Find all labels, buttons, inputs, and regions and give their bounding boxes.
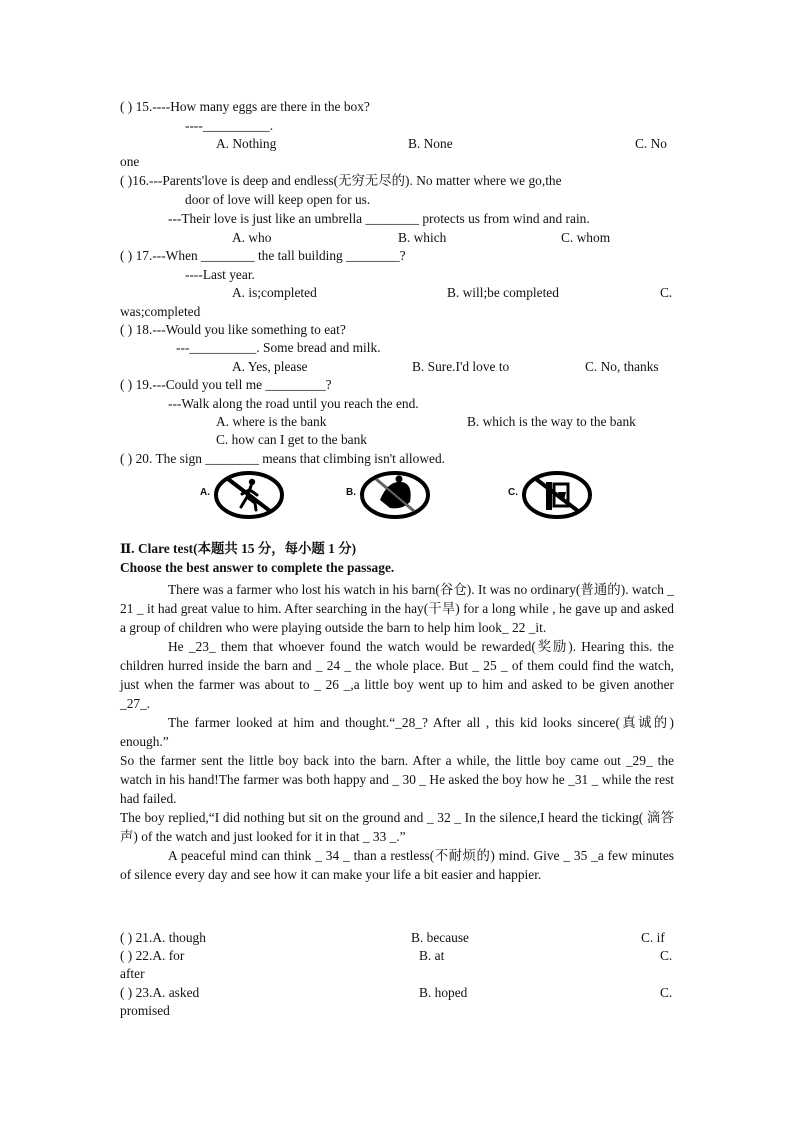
q16-stem: ( )16.---Parents'love is deep and endless(无穷无尽的). No matter where we go,the [120,173,562,188]
passage-paragraph-3: The farmer looked at him and thought.“_28_? After all , this kid looks sincere(真诚的) enough.” [120,715,674,749]
no-walking-sign-icon [212,470,286,520]
q22-option-c[interactable]: C. [660,948,673,963]
q19-reply: ---Walk along the road until you reach the end. [168,396,419,411]
q18-option-a[interactable]: A. Yes, please [232,359,308,374]
q18-option-c[interactable]: C. No, thanks [585,359,659,374]
q15-reply: ----__________. [185,118,274,133]
q20-option-b[interactable] [346,470,446,520]
passage-paragraph-1: There was a farmer who lost his watch in his barn(谷仓). It was no ordinary(普通的). watch _ 21 _ it had great value to him. After searching in the hay(干旱) for a long while , he gave up and asked a group of children who were playing outside the barn to help him look_ 22 _it. [120,582,674,635]
q17-option-c[interactable]: C. [660,285,673,300]
q18-reply: ---__________. Some bread and milk. [176,340,381,355]
q23-option-c-continued: promised [120,1003,170,1018]
q15-option-c[interactable]: C. No [635,136,667,151]
q17-reply: ----Last year. [185,267,255,282]
q16-reply: ---Their love is just like an umbrella ________ protects us from wind and rain. [168,211,590,226]
passage-paragraph-4: So the farmer sent the little boy back into the barn. After a while, the little boy came out _29_ the watch in his hand!The farmer was both happy and _ 30 _ He asked the boy how he _31 _ while the rest had failed. [120,753,674,806]
q15-option-b[interactable]: B. None [408,136,453,151]
no-entry-sign-icon [520,470,594,520]
q15-option-c-continued: one [120,154,140,169]
q21-option-c[interactable]: C. if [641,930,665,945]
q19-option-b[interactable]: B. which is the way to the bank [467,414,636,429]
q21-option-b[interactable]: B. because [411,930,470,945]
cloze-passage [120,580,674,884]
q15-stem: ( ) 15.----How many eggs are there in the box? [120,99,370,114]
q16-option-c[interactable]: C. whom [561,230,611,245]
passage-paragraph-2: He _23_ them that whoever found the watch would be rewarded(奖励). Hearing this. the children hurred inside the barn and _ 24 _ the whole place. But _ 25 _ of them could find the watch, just when the farmer was about to _ 26 _,a little boy went up to him and asked to be given another _27_. [120,639,674,711]
no-climbing-sign-icon [358,470,432,520]
q23-option-b[interactable]: B. hoped [419,985,468,1000]
q20-option-b-letter: B. [346,487,356,498]
q20-stem: ( ) 20. The sign ________ means that climbing isn't allowed. [120,451,445,466]
q19-option-c[interactable]: C. how can I get to the bank [216,432,367,447]
passage-paragraph-5: The boy replied,“I did nothing but sit on the ground and _ 32 _ In the silence,I heard the ticking( 滴答声) of the watch and just looked for it in that _ 33 _.” [120,810,674,844]
q21-stem[interactable]: ( ) 21.A. though [120,930,206,945]
q23-stem[interactable]: ( ) 23.A. asked [120,985,200,1000]
q17-option-a[interactable]: A. is;completed [232,285,317,300]
section-heading: Ⅱ. Clare test(本题共 15 分，每小题 1 分) [120,541,357,556]
q20-option-a-letter: A. [200,487,210,498]
q18-stem: ( ) 18.---Would you like something to eat? [120,322,346,337]
q19-stem: ( ) 19.---Could you tell me _________? [120,377,332,392]
q17-option-b[interactable]: B. will;be completed [447,285,559,300]
q19-option-a[interactable]: A. where is the bank [216,414,327,429]
q16-option-a[interactable]: A. who [232,230,272,245]
q16-stem-line2: door of love will keep open for us. [185,192,371,207]
q15-option-a[interactable]: A. Nothing [216,136,277,151]
passage-paragraph-6: A peaceful mind can think _ 34 _ than a restless(不耐烦的) mind. Give _ 35 _a few minutes of silence every day and see how it can make your life a bit easier and happier. [120,848,674,882]
q22-option-b[interactable]: B. at [419,948,445,963]
q17-option-c-continued: was;completed [120,304,201,319]
q18-option-b[interactable]: B. Sure.I'd love to [412,359,510,374]
q23-option-c[interactable]: C. [660,985,673,1000]
q22-option-c-continued: after [120,966,145,981]
q17-stem: ( ) 17.---When ________ the tall building ________? [120,248,406,263]
q20-option-c[interactable] [508,470,608,520]
q16-option-b[interactable]: B. which [398,230,447,245]
q20-option-c-letter: C. [508,487,518,498]
q22-stem[interactable]: ( ) 22.A. for [120,948,185,963]
q20-option-a[interactable] [200,470,300,520]
section-instruction: Choose the best answer to complete the passage. [120,560,395,575]
